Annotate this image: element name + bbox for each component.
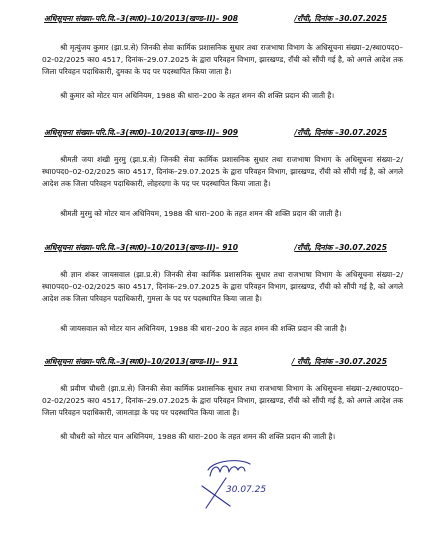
signature-slash-stroke [206,478,226,508]
power-paragraph: श्री जायसवाल को मोटर यान अधिनियम, 1988 की धारा–200 के तहत शमन की शक्ति प्रदान की जाती है। [60,324,347,333]
notification-date: /राँची, दिनांक –30.07.2025 [294,14,387,23]
posting-paragraph: श्री ज्ञान शंकर जायसवाल (झा.प्र.से) जिनकी सेवा कार्मिक प्रशासनिक सुधार तथा राजभाषा विभाग के अधिसूचना संख्या–2/स्था0पद0–02-02/2025 का0 4517, दिनांक–29.07.2025 के द्वारा परिवहन विभाग, झारखण्ड, राँची को सौंपी गई है, को अगले आदेश तक जिला परिवहन पदाधिकारी, गुमला के पद पर पदस्थापित किया जाता है। [42,270,403,303]
notification-date: /राँची, दिनांक –30.07.2025 [294,243,387,252]
posting-paragraph: श्री मृत्युंजय कुमार (झा.प्र.से) जिनकी सेवा कार्मिक प्रशासनिक सुधार तथा राजभाषा विभाग के अधिसूचना संख्या–2/स्था0पद0–02-02/2025 का0 4517, दिनांक–29.07.2025 के द्वारा परिवहन विभाग, झारखण्ड, राँची को सौंपी गई है, को अगले आदेश तक जिला परिवहन पदाधिकारी, दुमका के पद पर पदस्थापित किया जाता है। [42,43,403,76]
posting-paragraph: श्री प्रवीण चौधरी (झा.प्र.से) जिनकी सेवा कार्मिक प्रशासनिक सुधार तथा राजभाषा विभाग के अधिसूचना संख्या–2/स्था0पद0–02-02/2025 का0 4517, दिनांक–29.07.2025 के द्वारा परिवहन विभाग, झारखण्ड, राँची को सौंपी गई है, को अगले आदेश तक जिला परिवहन पदाधिकारी, जामताड़ा के पद पर पदस्थापित किया जाता है। [42,384,403,417]
notification-number: अधिसूचना संख्या–परि.वि.–3(स्था0)–10/2013(खण्ड–II)– 908 [44,14,239,23]
notification-date: /राँची, दिनांक –30.07.2025 [294,128,387,137]
notification-header [44,357,417,371]
notification-number: अधिसूचना संख्या–परि.वि.–3(स्था0)–10/2013(खण्ड–II)– 910 [44,243,239,252]
notification-header [44,128,417,142]
notification-number: अधिसूचना संख्या–परि.वि.–3(स्था0)–10/2013(खण्ड–II)– 911 [44,357,239,366]
power-paragraph: श्री चौधरी को मोटर यान अधिनियम, 1988 की धारा–200 के तहत शमन की शक्ति प्रदान की जाती है। [60,432,336,441]
notification-number: अधिसूचना संख्या–परि.वि.–3(स्था0)–10/2013(खण्ड–II)– 909 [44,128,239,137]
handwritten-signature [196,456,266,512]
notification-header [44,243,417,257]
notification-date: / राँची, दिनांक –30.07.2025 [291,357,387,366]
power-paragraph: श्रीमती मुरमु को मोटर यान अधिनियम, 1988 की धारा–200 के तहत शमन की शक्ति प्रदान की जाती है। [60,209,342,218]
power-paragraph: श्री कुमार को मोटर यान अधिनियम, 1988 की धारा–200 के तहत शमन की शक्ति प्रदान की जाती है। [60,91,335,100]
signature-initials-stroke [210,466,245,476]
signature-date: 30.07.25 [226,485,266,495]
notification-header [44,14,417,28]
posting-paragraph: श्रीमती जया शंखी मुरमु (झा.प्र.से) जिनकी सेवा कार्मिक प्रशासनिक सुधार तथा राजभाषा विभाग के अधिसूचना संख्या–2/स्था0पद0–02-02/2025 का0 4517, दिनांक–29.07.2025 के द्वारा परिवहन विभाग, झारखण्ड, राँची को सौंपी गई है, को अगले आदेश तक जिला परिवहन पदाधिकारी, लोहरदगा के पद पर पदस्थापित किया जाता है। [42,155,403,188]
